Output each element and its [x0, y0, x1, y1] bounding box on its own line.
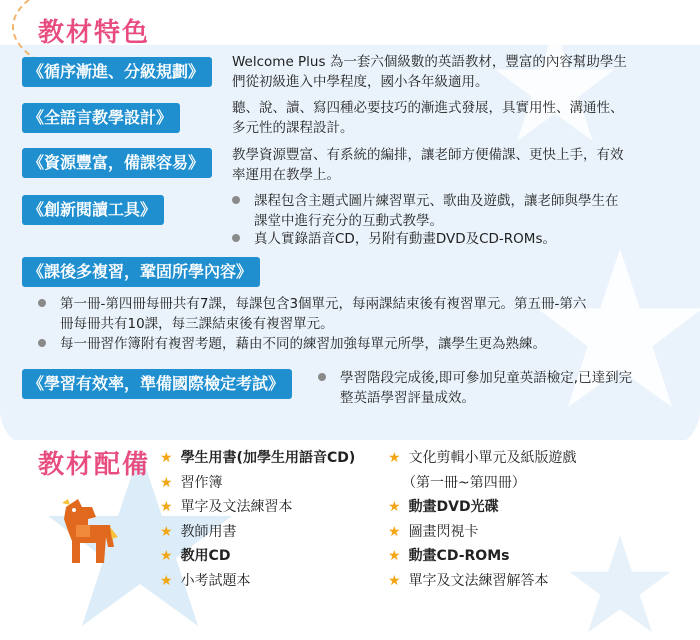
list-item-label: 小考試題本 — [180, 572, 251, 589]
wooden-horse-icon — [52, 497, 120, 567]
feature-tag-review: 《課後多複習，鞏固所學內容》 — [22, 257, 260, 287]
bullet-dot-icon — [232, 234, 240, 242]
star-icon: ★ — [160, 548, 173, 564]
feature-desc-resources — [232, 145, 692, 185]
bullet-dot-icon — [232, 196, 240, 204]
feature-desc-whole-language — [232, 98, 692, 138]
star-icon: ★ — [388, 548, 401, 564]
list-item — [388, 569, 577, 594]
bullet-text: 每一冊習作簿附有複習考題，藉由不同的練習加強每單元所學，讓學生更為熟練。 — [60, 336, 546, 352]
bullet-item — [232, 229, 692, 249]
star-icon: ★ — [160, 572, 173, 589]
star-icon: ★ — [160, 474, 173, 491]
decorative-star-icon — [560, 530, 680, 640]
list-item-label: 圖畫閃視卡 — [408, 523, 479, 540]
feature-tag-efficiency: 《學習有效率，準備國際檢定考試》 — [22, 369, 292, 399]
bullet-item — [232, 191, 692, 231]
desc-line: 多元性的課程設計。 — [232, 120, 354, 136]
bullet-dot-icon — [38, 339, 46, 347]
bullet-text: 課程包含主題式圖片練習單元、歌曲及遊戲，讓老師與學生在 — [254, 193, 619, 209]
bullet-item — [38, 294, 688, 334]
feature-desc-graded — [232, 52, 692, 92]
star-icon: ★ — [388, 450, 401, 466]
list-item-label: 單字及文法練習解答本 — [408, 572, 549, 589]
feature-tag-resources: 《資源豐富，備課容易》 — [22, 148, 212, 178]
star-icon: ★ — [388, 523, 401, 540]
list-item-label: 教師用書 — [180, 523, 237, 540]
bullet-item — [38, 334, 688, 354]
star-icon: ★ — [160, 450, 173, 466]
list-item — [160, 544, 355, 569]
desc-line: Welcome Plus 為一套六個級數的英語教材，豐富的內容幫助學生 — [232, 54, 627, 70]
desc-line: 聽、說、讀、寫四種必要技巧的漸進式發展，具實用性、溝通性、 — [232, 100, 624, 116]
bullet-dot-icon — [38, 299, 46, 307]
star-icon: ★ — [388, 499, 401, 515]
list-item — [388, 520, 577, 545]
list-item-label: 動畫CD-ROMs — [408, 548, 510, 564]
bullet-text: 冊每冊共有10課，每三課結束後有複習單元。 — [60, 316, 334, 332]
desc-line: 們從初級進入中學程度，國小各年級適用。 — [232, 74, 489, 90]
list-item — [160, 471, 355, 496]
star-icon: ★ — [160, 499, 173, 515]
list-item — [160, 520, 355, 545]
list-item-label: 習作簿 — [180, 474, 223, 491]
feature-tag-graded: 《循序漸進、分級規劃》 — [22, 57, 212, 87]
list-item — [160, 495, 355, 520]
list-item-label: （第一冊~第四冊） — [402, 474, 526, 491]
materials-left-list — [160, 446, 355, 593]
star-icon: ★ — [160, 523, 173, 540]
feature-tag-reading-tools: 《創新閱讀工具》 — [22, 195, 164, 225]
bullet-text: 學習階段完成後,即可參加兒童英語檢定,已達到完 — [340, 370, 633, 386]
bullet-item — [318, 368, 693, 408]
list-item-label: 單字及文法練習本 — [180, 499, 293, 515]
bullet-text: 課堂中進行充分的互動式教學。 — [254, 213, 443, 229]
list-item — [388, 446, 577, 471]
desc-line: 率運用在教學上。 — [232, 167, 340, 183]
list-item-label: 文化剪輯小單元及紙版遊戲 — [408, 450, 577, 466]
desc-line: 教學資源豐富、有系統的編排，讓老師方便備課、更快上手，有效 — [232, 147, 624, 163]
list-item — [388, 544, 577, 569]
materials-right-list — [388, 446, 577, 593]
list-item — [160, 446, 355, 471]
list-item-label: 動畫DVD光碟 — [408, 499, 499, 515]
bullet-text: 第一冊-第四冊每冊共有7課，每課包含3個單元，每兩課結束後有複習單元。第五冊-第六 — [60, 296, 587, 312]
bullet-text: 真人實錄語音CD，另附有動畫DVD及CD-ROMs。 — [254, 231, 556, 247]
bullet-dot-icon — [318, 373, 326, 381]
list-item — [388, 471, 577, 496]
list-item — [388, 495, 577, 520]
bullet-text: 整英語學習評量成效。 — [340, 390, 475, 406]
feature-tag-whole-language: 《全語言教學設計》 — [22, 103, 180, 133]
materials-title: 教材配備 — [38, 450, 151, 480]
list-item — [160, 569, 355, 594]
star-icon: ★ — [388, 572, 401, 589]
features-title: 教材特色 — [38, 18, 151, 48]
list-item-label: 教用CD — [180, 548, 231, 564]
list-item-label: 學生用書(加學生用語音CD) — [180, 450, 356, 466]
